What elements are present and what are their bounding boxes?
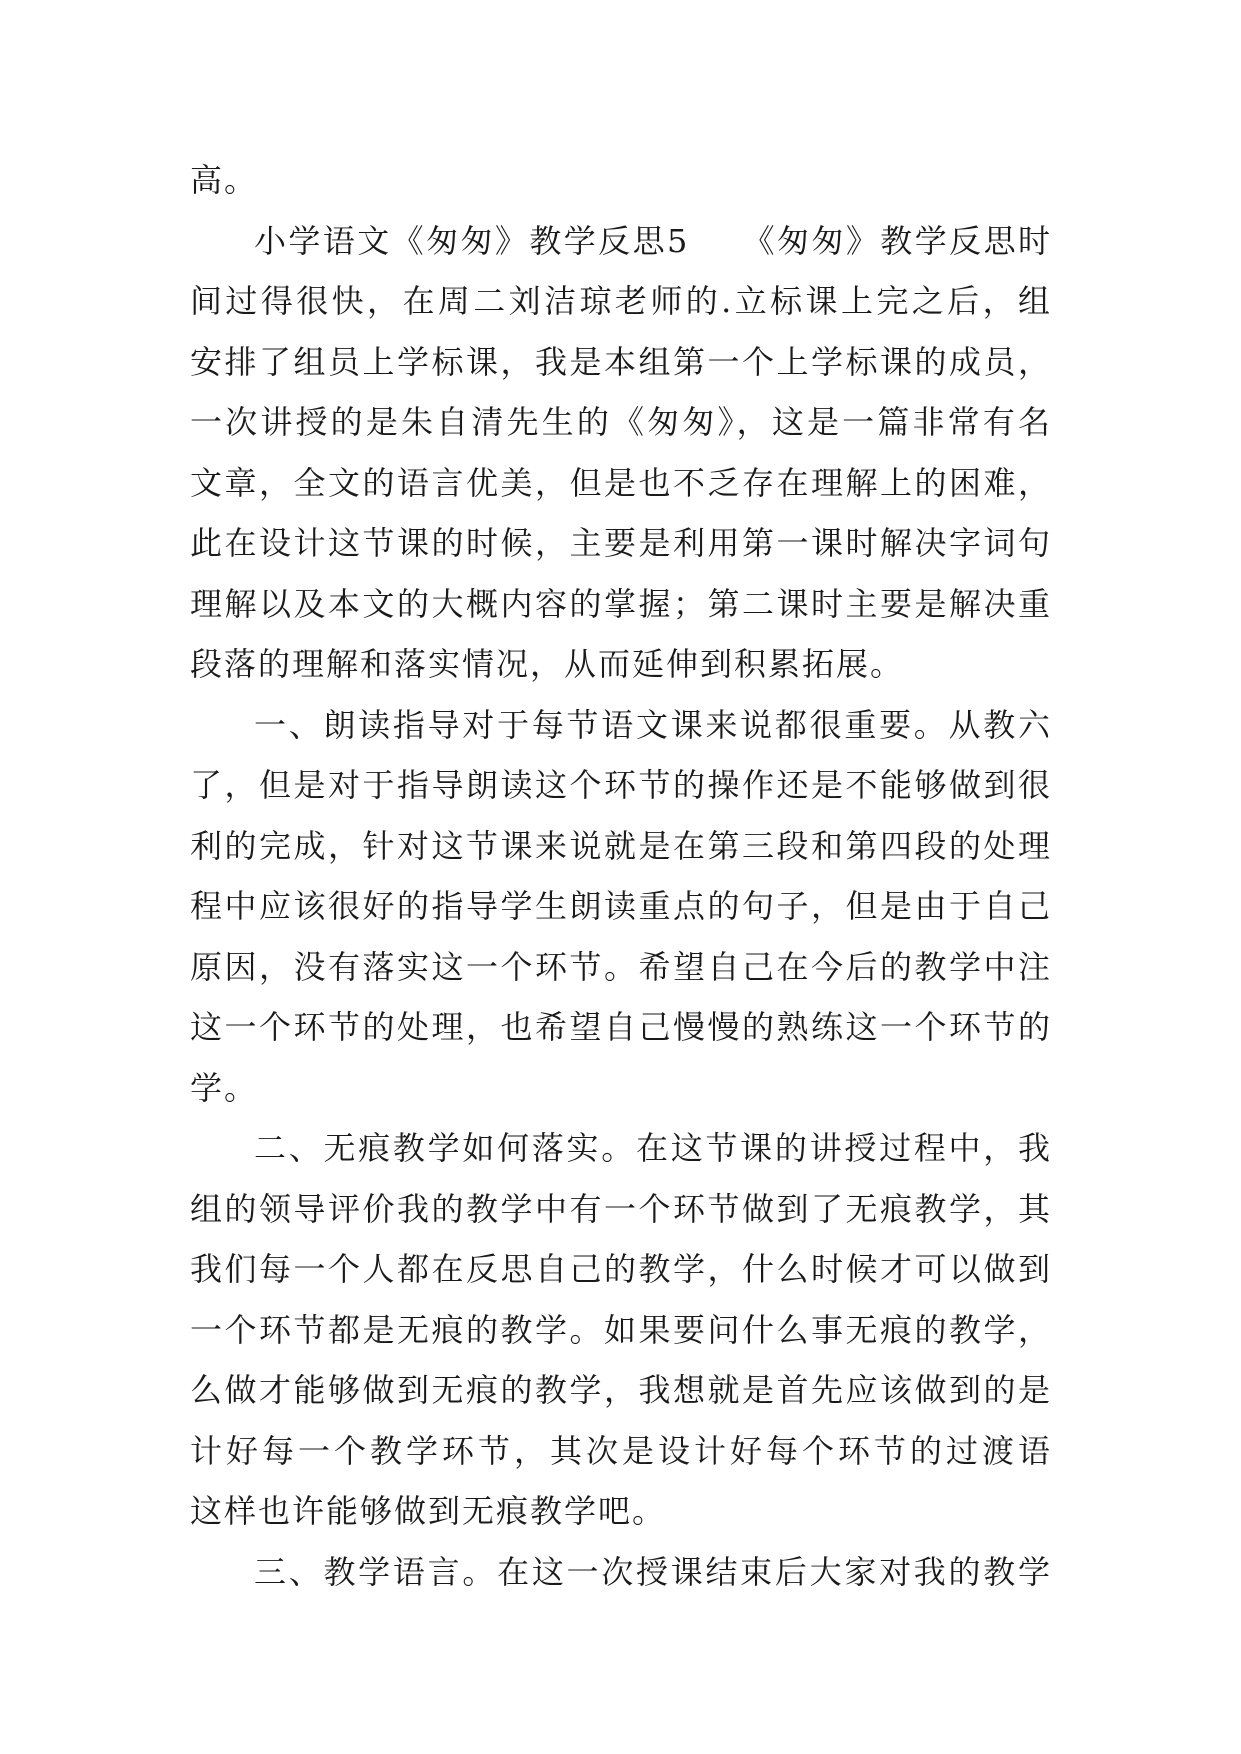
text-line: 高。 (190, 161, 259, 199)
text-line: 小学语文《匆匆》教学反思5 《匆匆》教学反思时 (254, 222, 1052, 260)
text-line: 一次讲授的是朱自清先生的《匆匆》，这是一篇非常有名 (190, 403, 1052, 441)
text-line: 么做才能够做到无痕的教学，我想就是首先应该做到的是 (190, 1371, 1052, 1409)
text-line: 理解以及本文的大概内容的掌握；第二课时主要是解决重 (190, 585, 1052, 623)
text-line: 安排了组员上学标课，我是本组第一个上学标课的成员， (190, 343, 1052, 381)
text-line: 程中应该很好的指导学生朗读重点的句子，但是由于自己 (190, 887, 1052, 925)
text-line: 这一个环节的处理，也希望自己慢慢的熟练这一个环节的 (190, 1008, 1052, 1046)
text-line: 一个环节都是无痕的教学。如果要问什么事无痕的教学， (190, 1311, 1052, 1349)
text-line: 这样也许能够做到无痕教学吧。 (190, 1492, 667, 1530)
text-line: 此在设计这节课的时候，主要是利用第一课时解决字词句 (190, 524, 1052, 562)
text-line: 组的领导评价我的教学中有一个环节做到了无痕教学，其 (190, 1190, 1052, 1228)
text-line: 一、朗读指导对于每节语文课来说都很重要。从教六 (254, 706, 1052, 744)
text-line: 原因，没有落实这一个环节。希望自己在今后的教学中注 (190, 948, 1052, 986)
text-line: 间过得很快，在周二刘洁琼老师的.立标课上完之后，组 (190, 282, 1052, 320)
text-line: 了，但是对于指导朗读这个环节的操作还是不能够做到很 (190, 766, 1052, 804)
text-line: 段落的理解和落实情况，从而延伸到积累拓展。 (190, 645, 905, 683)
text-line: 文章，全文的语言优美，但是也不乏存在理解上的困难， (190, 464, 1052, 502)
text-line: 我们每一个人都在反思自己的教学，什么时候才可以做到 (190, 1250, 1052, 1288)
text-line: 二、无痕教学如何落实。在这节课的讲授过程中，我 (254, 1129, 1052, 1167)
text-line: 利的完成，针对这节课来说就是在第三段和第四段的处理 (190, 827, 1052, 865)
text-line: 学。 (190, 1069, 259, 1107)
text-line: 三、教学语言。在这一次授课结束后大家对我的教学 (254, 1553, 1052, 1591)
text-line: 计好每一个教学环节，其次是设计好每个环节的过渡语 (190, 1432, 1052, 1470)
